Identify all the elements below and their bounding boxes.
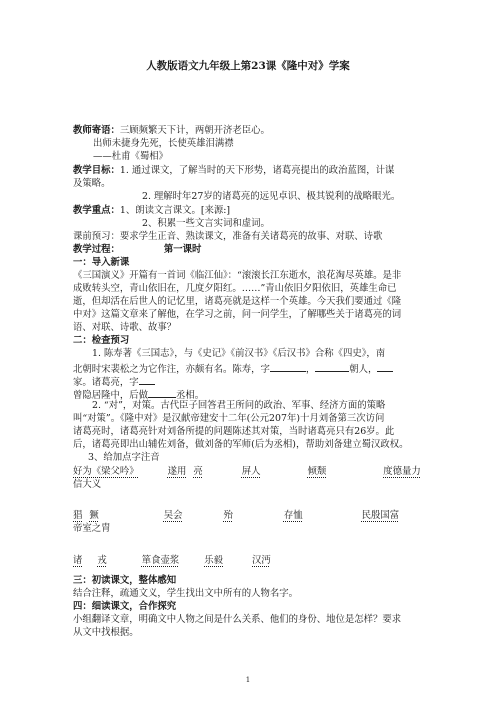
blank-field — [148, 387, 176, 398]
question2-line3: 诸葛亮时，诸葛亮针对刘备所提的问题陈述其对策，当时诸葛亮只有26岁。此 — [73, 426, 395, 437]
section1-para-line: 中对》这篇文章来了解他，在学习之前，问一问学生，了解哪些关于诸葛亮的词 — [73, 309, 402, 320]
section1-para-line: 逝，但却活在后世人的记忆里，诸葛亮就是这样一个英雄。今天我们要通过《隆 — [73, 296, 402, 307]
section3-heading: 三：初读课文，整体感知 — [73, 575, 177, 586]
pinyin-item: 屏人 — [241, 466, 261, 477]
question3-line: 3、给加点字注音 — [88, 452, 160, 463]
section4-text: 从文中找根据。 — [73, 627, 139, 638]
question2-line4: 后，诸葛亮即出山辅佐刘备，做刘备的军师(后为丞相)，帮助刘备建立蜀汉政权。 — [73, 439, 409, 450]
process-line — [73, 244, 201, 256]
pinyin-item: 獗 — [89, 510, 99, 521]
key-points-item2: 2、积累一些文言实词和虚词。 — [142, 218, 270, 229]
goals-line2: 及策略。 — [73, 178, 111, 189]
teacher-message-line2: 出师未捷身先死，长使英雄泪满襟 — [93, 138, 234, 149]
teacher-message-line3: ——杜甫《蜀相》 — [93, 151, 169, 162]
pinyin-item: 民殷国富 — [361, 510, 400, 521]
blank-field — [315, 361, 349, 372]
pinyin-row-2 — [73, 510, 399, 522]
pinyin-item: 殆 — [223, 510, 233, 521]
goals-label: 教学目标： — [73, 165, 120, 176]
section4-heading: 四：细读课文，合作探究 — [73, 601, 177, 612]
key-points-item1: 1、朗读文言课文。[来源:] — [119, 205, 231, 216]
pinyin-item: 度德量力 — [383, 466, 421, 477]
pinyin-row-1-cont: 信大义 — [73, 479, 102, 490]
question2-line2: 叫“对策”。《隆中对》是汉献帝建安十二年(公元207年)十月刘备第三次访问 — [73, 413, 385, 424]
teacher-message-line1 — [73, 125, 270, 137]
section1-para-line: 成败转头空，青山依旧在，几度夕阳红。……”青山依旧夕阳依旧，英雄生命已 — [73, 283, 397, 294]
section4-text: 小组翻译文章，明确文中人物之间是什么关系、他们的身份、地位是怎样？要求 — [73, 614, 402, 625]
pinyin-item: 亮 — [193, 466, 203, 477]
teacher-message-label: 教师寄语： — [73, 125, 120, 136]
section1-para-line: 语、对联、诗歌、故事？ — [73, 322, 177, 333]
goals-item1: 1. 通过课文，了解当时的天下形势，诸葛亮提出的政治蓝图，计谋 — [119, 165, 395, 176]
question1-text: 北朝时宋裴松之为它作注，亦颇有名。陈寿，字 — [73, 364, 270, 375]
pinyin-row-3 — [73, 555, 271, 567]
pinyin-item: 存恤 — [283, 510, 303, 521]
section1-heading: 一：导入新课 — [73, 257, 130, 268]
pinyin-item: 诸 — [73, 555, 83, 566]
pinyin-item: 乐毅 — [204, 555, 224, 566]
section1-para-line: 《三国演义》开篇有一首词《临江仙》：“滚滚长江东逝水，浪花淘尽英雄。是非 — [73, 270, 402, 281]
document-title: 人教版语文九年级上第23课《隆中对》学案 — [146, 60, 350, 72]
question1-text: 曾隐居隆中，后做 — [73, 390, 149, 401]
pinyin-item: 遂用 — [167, 466, 187, 477]
question2-line1: 2. “对”，对策。古代臣子回答君王所问的政治、军事、经济方面的策略 — [92, 400, 386, 411]
section2-heading: 二：检查预习 — [73, 335, 130, 346]
pinyin-item: 吴会 — [163, 510, 183, 521]
goals-item2: 2. 理解时年27岁的诸葛亮的远见卓识、极其锐利的战略眼光。 — [142, 191, 401, 202]
key-points-label: 教学重点： — [73, 205, 120, 216]
pinyin-item: 倾颓 — [307, 466, 327, 477]
page-number: 1 — [245, 676, 251, 684]
pinyin-item: 箪食壶浆 — [141, 555, 180, 566]
pinyin-row-2-cont: 帝室之胄 — [73, 523, 111, 534]
pinyin-item: 猖 — [73, 510, 83, 521]
blank-field — [377, 361, 393, 372]
process-label: 教学过程： — [73, 244, 120, 255]
teacher-message-text1: 三顾频繁天下计，两朝开济老臣心。 — [119, 125, 270, 136]
pinyin-item: 戎 — [97, 555, 107, 566]
goals-line1 — [73, 165, 394, 177]
question1-text: ， — [305, 364, 316, 375]
pinyin-row-1 — [73, 466, 421, 478]
key-points-line1 — [73, 205, 230, 217]
section3-text: 结合注释，疏通文义，学生找出文中所有的人物名字。 — [73, 588, 299, 599]
blank-field — [139, 374, 155, 385]
preview-text: 课前预习：要求学生正音、熟读课文，准备有关诸葛亮的故事、对联、诗歌 — [73, 231, 383, 242]
question1-text: 家。诸葛亮，字 — [73, 377, 139, 388]
pinyin-item: 好为《梁父吟》 — [73, 466, 139, 477]
question1-text: 丞相。 — [176, 390, 205, 401]
question1-line1: 1. 陈寿著《三国志》，与《史记》《前汉书》《后汉书》合称《四史》，南 — [92, 348, 386, 359]
blank-field — [270, 361, 306, 372]
pinyin-item: 汉沔 — [252, 555, 271, 566]
period-label: 第一课时 — [163, 244, 202, 255]
question1-text: 朝人， — [349, 364, 378, 375]
